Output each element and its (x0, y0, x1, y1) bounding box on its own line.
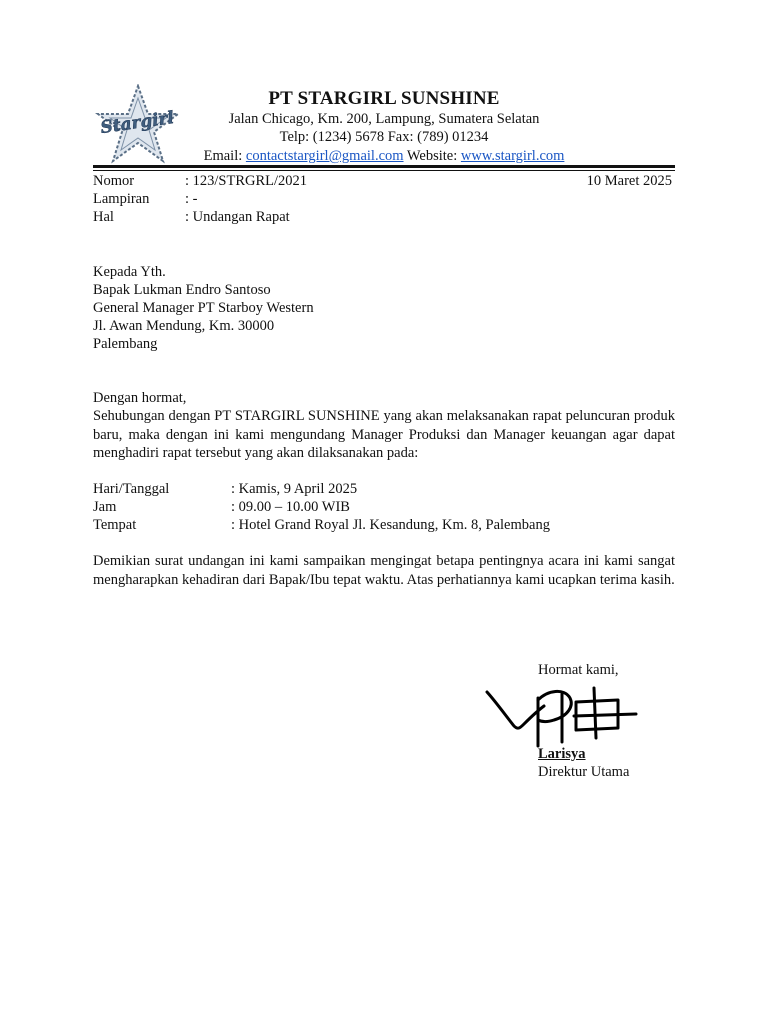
closing-paragraph: Demikian surat undangan ini kami sampaikan mengingat betapa pentingnya acara ini kami sangat mengharapkan kehadiran dari Bapak/Ibu tepat waktu. Atas perhatiannya kami ucapkan terima kasih. (93, 553, 675, 588)
company-address: Jalan Chicago, Km. 200, Lampung, Sumatera Selatan (228, 111, 540, 127)
recipient-name: Bapak Lukman Endro Santoso (93, 282, 271, 298)
email-link[interactable]: contactstargirl@gmail.com (245, 148, 404, 164)
letter-date: 10 Maret 2025 (586, 173, 672, 189)
website-link[interactable]: www.stargirl.com (460, 148, 565, 164)
detail-value: : Hotel Grand Royal Jl. Kesandung, Km. 8, Palembang (231, 517, 550, 533)
company-name: PT STARGIRL SUNSHINE (268, 88, 500, 109)
detail-value: : 09.00 – 10.00 WIB (231, 499, 350, 515)
signer-name: Larisya (538, 746, 586, 762)
website-label: Website: (403, 148, 461, 164)
detail-label: Jam (93, 499, 117, 515)
letterhead-divider-thick (93, 165, 675, 168)
detail-value: : Kamis, 9 April 2025 (231, 481, 358, 497)
nomor-value: : 123/STRGRL/2021 (185, 173, 308, 189)
hal-label: Hal (93, 209, 114, 225)
intro-paragraph: Sehubungan dengan PT STARGIRL SUNSHINE yang akan melaksanakan rapat peluncuran produk baru, maka dengan ini kami mengundang Manager Produksi dan Manager keuangan agar dapat menghadiri rapat tersebut yang akan dilaksanakan pada: (93, 408, 675, 461)
detail-label: Hari/Tanggal (93, 481, 170, 497)
nomor-label: Nomor (93, 173, 135, 189)
closing-salutation: Hormat kami, (538, 662, 619, 678)
recipient-position: General Manager PT Starboy Western (93, 300, 314, 316)
company-contact-line (100, 147, 668, 165)
hal-value: : Undangan Rapat (185, 209, 290, 225)
lampiran-label: Lampiran (93, 191, 150, 207)
recipient-city: Palembang (93, 336, 158, 352)
letterhead-divider-thin (93, 170, 675, 171)
svg-text:Stargirl: Stargirl (99, 108, 176, 139)
handwritten-signature (484, 684, 640, 754)
company-phone-fax: Telp: (1234) 5678 Fax: (789) 01234 (279, 129, 489, 145)
recipient-street: Jl. Awan Mendung, Km. 30000 (93, 318, 275, 334)
recipient-greeting: Kepada Yth. (93, 264, 166, 280)
salutation: Dengan hormat, (93, 390, 187, 406)
detail-label: Tempat (93, 517, 137, 533)
lampiran-value: : - (185, 191, 198, 207)
signer-title: Direktur Utama (538, 764, 630, 780)
email-label: Email: (203, 148, 246, 164)
